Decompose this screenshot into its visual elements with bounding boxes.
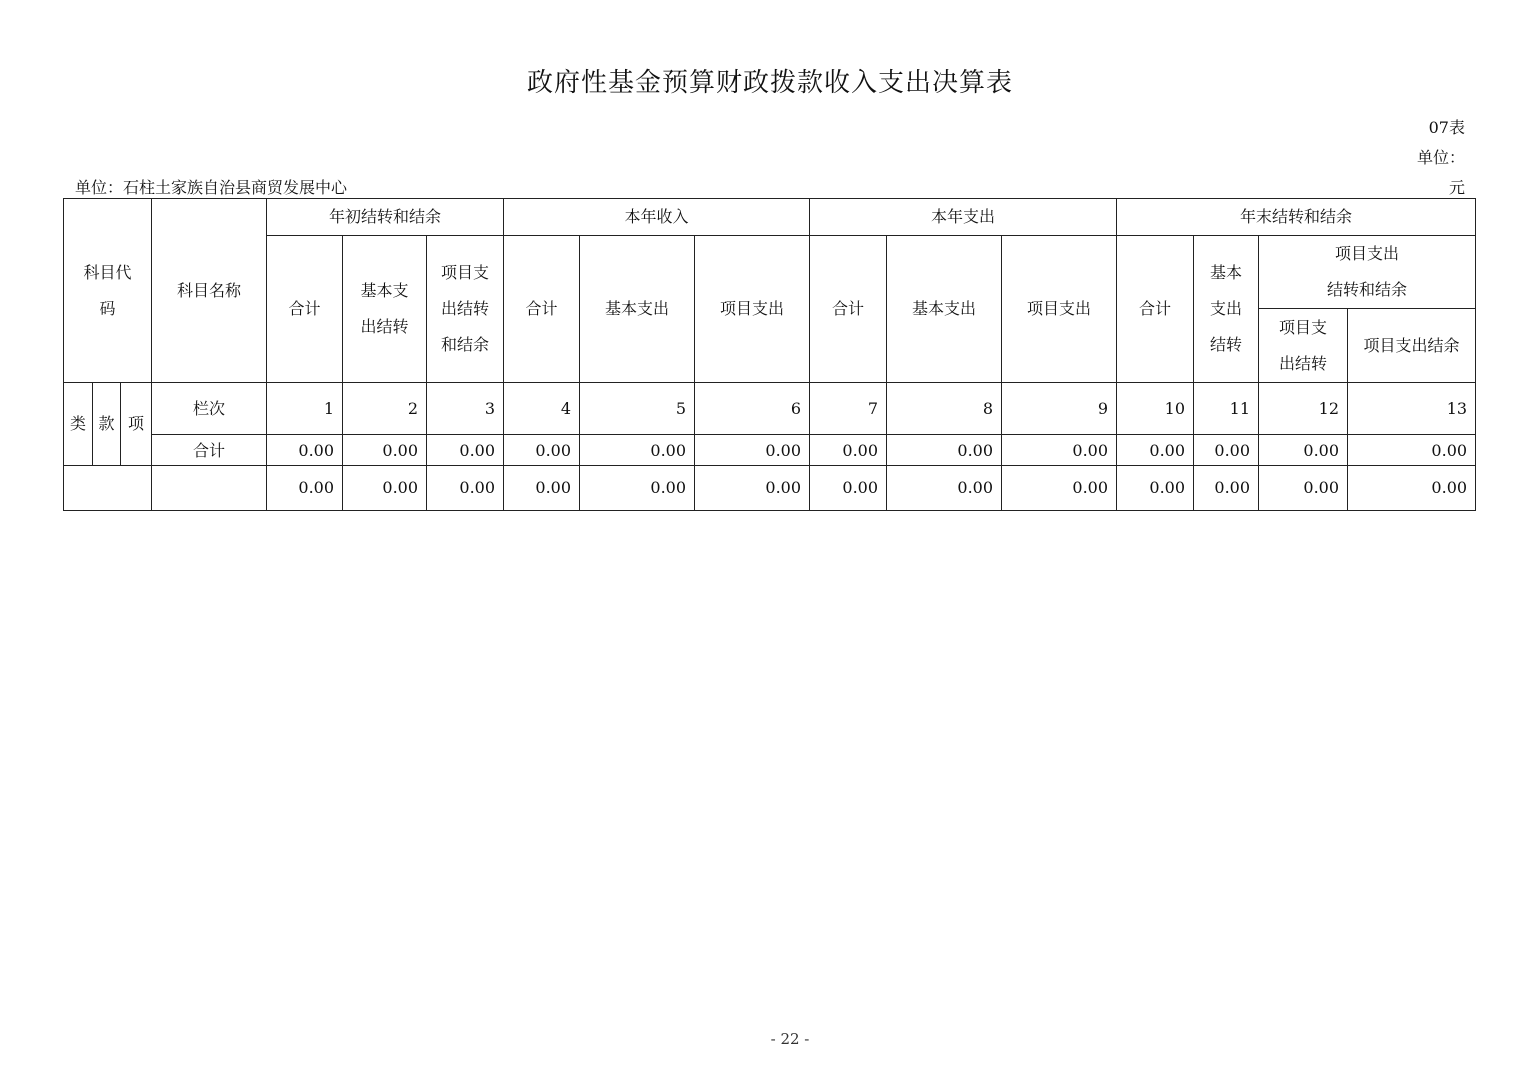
total-cell: 0.00 <box>427 435 504 466</box>
data-cell: 0.00 <box>504 466 580 511</box>
lei-header: 类 <box>64 383 93 466</box>
group-end-header: 年末结转和结余 <box>1117 199 1476 236</box>
data-cell: 0.00 <box>1259 466 1348 511</box>
subject-name-header: 科目名称 <box>152 199 267 383</box>
end-basic-header: 基本 支出 结转 <box>1194 236 1259 383</box>
xiang-header: 项 <box>121 383 152 466</box>
data-cell: 0.00 <box>427 466 504 511</box>
unit-value: 元 <box>1448 178 1465 197</box>
column-number: 3 <box>427 383 504 435</box>
unit-label: 单位： <box>1416 148 1465 167</box>
column-number: 2 <box>343 383 427 435</box>
column-number: 7 <box>810 383 887 435</box>
data-cell: 0.00 <box>887 466 1002 511</box>
data-cell: 0.00 <box>343 466 427 511</box>
page-title: 政府性基金预算财政拨款收入支出决算表 <box>526 68 1013 98</box>
total-cell: 0.00 <box>580 435 695 466</box>
subject-code-header: 科目代 码 <box>64 199 152 383</box>
column-number-row <box>64 383 1476 435</box>
budget-table <box>63 198 1476 511</box>
total-cell: 0.00 <box>267 435 343 466</box>
page-number: - 22 - <box>770 1030 810 1048</box>
header-row-2 <box>64 236 1476 309</box>
column-number: 13 <box>1348 383 1476 435</box>
begin-basic-carry-header: 基本支 出结转 <box>343 236 427 383</box>
group-begin-header: 年初结转和结余 <box>267 199 504 236</box>
total-cell: 0.00 <box>504 435 580 466</box>
data-cell: 0.00 <box>1194 466 1259 511</box>
expense-basic-header: 基本支出 <box>887 236 1002 383</box>
column-number: 5 <box>580 383 695 435</box>
total-row-label: 合计 <box>152 435 267 466</box>
expense-total-header: 合计 <box>810 236 887 383</box>
column-number: 8 <box>887 383 1002 435</box>
data-cell: 0.00 <box>810 466 887 511</box>
total-cell: 0.00 <box>1117 435 1194 466</box>
column-number: 4 <box>504 383 580 435</box>
end-total-header: 合计 <box>1117 236 1194 383</box>
total-cell: 0.00 <box>695 435 810 466</box>
income-total-header: 合计 <box>504 236 580 383</box>
total-cell: 0.00 <box>810 435 887 466</box>
data-cell: 0.00 <box>695 466 810 511</box>
end-project-header: 项目支出 结转和结余 <box>1259 236 1476 309</box>
total-cell: 0.00 <box>1348 435 1476 466</box>
data-cell: 0.00 <box>1002 466 1117 511</box>
lanci-label: 栏次 <box>152 383 267 435</box>
income-project-header: 项目支出 <box>695 236 810 383</box>
column-number: 10 <box>1117 383 1194 435</box>
column-number: 12 <box>1259 383 1348 435</box>
begin-total-header: 合计 <box>267 236 343 383</box>
column-number: 9 <box>1002 383 1117 435</box>
header-row-1 <box>64 199 1476 236</box>
total-cell: 0.00 <box>1259 435 1348 466</box>
data-cell: 0.00 <box>1348 466 1476 511</box>
begin-project-carry-header: 项目支 出结转 和结余 <box>427 236 504 383</box>
end-project-carry-header: 项目支 出结转 <box>1259 309 1348 383</box>
expense-project-header: 项目支出 <box>1002 236 1117 383</box>
data-cell: 0.00 <box>267 466 343 511</box>
group-expense-header: 本年支出 <box>810 199 1117 236</box>
column-number: 11 <box>1194 383 1259 435</box>
data-cell: 0.00 <box>1117 466 1194 511</box>
data-row-code <box>64 466 152 511</box>
column-number: 1 <box>267 383 343 435</box>
kuan-header: 款 <box>93 383 121 466</box>
total-row <box>64 435 1476 466</box>
end-project-balance-header: 项目支出结余 <box>1348 309 1476 383</box>
total-cell: 0.00 <box>1002 435 1117 466</box>
total-cell: 0.00 <box>343 435 427 466</box>
data-cell: 0.00 <box>580 466 695 511</box>
data-row <box>64 466 1476 511</box>
group-income-header: 本年收入 <box>504 199 810 236</box>
total-cell: 0.00 <box>1194 435 1259 466</box>
total-cell: 0.00 <box>887 435 1002 466</box>
form-number: 07表 <box>1428 118 1465 137</box>
data-row-name <box>152 466 267 511</box>
income-basic-header: 基本支出 <box>580 236 695 383</box>
column-number: 6 <box>695 383 810 435</box>
unit-name: 单位：石柱土家族自治县商贸发展中心 <box>75 178 348 197</box>
